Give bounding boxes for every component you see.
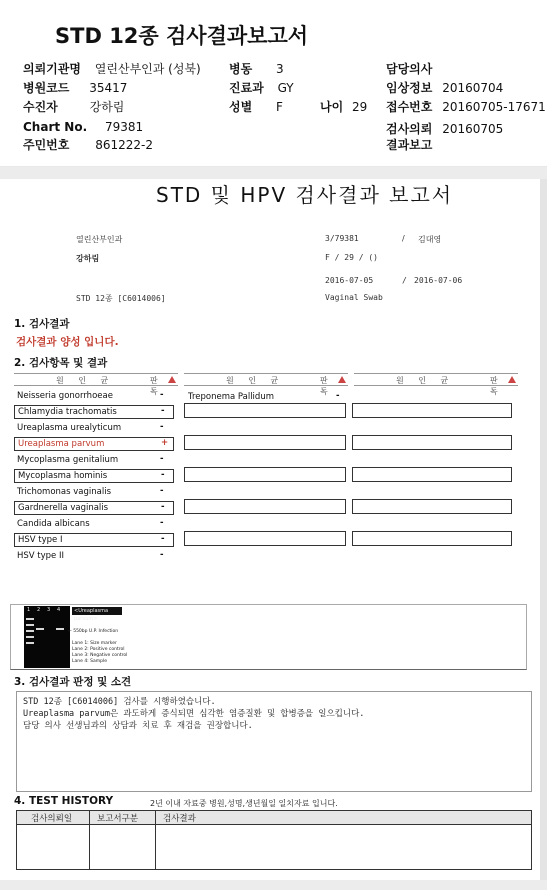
pathogen-row xyxy=(14,501,174,515)
page-shadow xyxy=(540,179,547,890)
empty-result-box xyxy=(184,499,346,514)
pathogen-result: - xyxy=(160,390,164,400)
ward-value: 3 xyxy=(276,62,284,76)
page-bottom-band xyxy=(0,880,547,890)
page-title: STD 12종 검사결과보고서 xyxy=(55,24,309,48)
empty-result-box xyxy=(352,499,512,514)
resident-id-label: 주민번호 xyxy=(23,138,70,152)
pathogen-result: + xyxy=(161,438,169,448)
col-pathogen-header: 원 인 균 xyxy=(56,376,115,385)
pathogen-name: Mycoplasma hominis xyxy=(18,471,108,481)
pathogen-row xyxy=(14,550,174,564)
patient-value: 강하림 xyxy=(89,100,125,114)
gel-band xyxy=(26,618,34,620)
col-result-header: 판 독 xyxy=(150,376,162,396)
pathogen-row xyxy=(14,422,174,436)
col-pathogen-header: 원 인 균 xyxy=(396,376,455,385)
result-report-field xyxy=(386,136,432,153)
pathogen-name: HSV type I xyxy=(18,535,63,545)
section-2-title: 2. 검사항목 및 결과 xyxy=(14,357,108,369)
gel-band xyxy=(36,628,44,630)
pathogen-result: - xyxy=(160,454,164,464)
sex-label: 성별 xyxy=(229,100,253,114)
opinion-box xyxy=(16,691,532,792)
doctor-label: 담당의사 xyxy=(386,62,433,76)
pathogen-row xyxy=(14,390,174,404)
pathogen-row-positive xyxy=(14,437,174,451)
ward-field xyxy=(229,60,284,77)
gel-band xyxy=(26,636,34,638)
empty-result-box xyxy=(352,403,512,418)
report-sex-age: F / 29 / () xyxy=(325,253,378,262)
sex-value: F xyxy=(276,100,283,114)
lane-number: 2 xyxy=(37,607,41,613)
pathogen-result: - xyxy=(336,391,340,401)
department-field xyxy=(229,79,294,96)
institution-value: 열린산부인과 (성북) xyxy=(94,62,201,76)
pathogen-result: - xyxy=(160,486,164,496)
report-hospital: 열린산부인과 xyxy=(76,235,123,244)
opinion-line: Ureaplasma parvum은 과도하게 증식되면 심각한 염증질환 및 합병증을 일으킵니다. xyxy=(23,709,365,719)
report-doctor-separator: / xyxy=(402,234,405,243)
empty-result-box xyxy=(352,531,512,546)
pathogen-result: - xyxy=(161,470,165,480)
history-col-result: 검사결과 xyxy=(163,814,196,824)
report-date-from: 2016-07-05 xyxy=(325,276,374,285)
resident-id-field xyxy=(23,136,153,153)
pathogen-name: Mycoplasma genitalium xyxy=(17,455,119,465)
gel-band-note: ← 550bp U.P. Infection xyxy=(68,629,119,634)
pathogen-row xyxy=(14,518,174,532)
empty-result-box xyxy=(184,467,346,482)
pathogen-result: - xyxy=(161,502,165,512)
col-pathogen-header: 원 인 균 xyxy=(226,376,285,385)
sort-arrow-icon xyxy=(168,376,176,383)
col-result-header: 판 독 xyxy=(320,376,332,396)
gel-band xyxy=(26,642,34,644)
doctor-field xyxy=(386,60,432,77)
ward-label: 병동 xyxy=(229,62,253,76)
pathogen-result: - xyxy=(160,422,164,432)
col-header-group-3 xyxy=(354,373,518,396)
department-value: GY xyxy=(277,81,294,95)
history-note: 2년 이내 자료중 병원,성명,생년월일 일치자료 입니다. xyxy=(150,799,338,808)
gel-electrophoresis-image xyxy=(24,606,70,668)
sort-arrow-icon xyxy=(508,376,516,383)
clinical-info-label: 임상정보 xyxy=(386,81,433,95)
pathogen-row xyxy=(14,405,174,419)
pathogen-name: Trichomonas vaginalis xyxy=(17,487,112,497)
empty-result-box xyxy=(352,467,512,482)
lane-number: 3 xyxy=(47,607,51,613)
request-date-label: 검사의뢰 xyxy=(386,122,433,136)
section-4-title: 4. TEST HISTORY xyxy=(14,795,114,807)
pathogen-name: Candida albicans xyxy=(17,519,90,529)
history-table-header xyxy=(17,811,531,825)
gray-separator xyxy=(0,167,547,179)
chart-number-label: Chart No. xyxy=(23,120,88,134)
sort-arrow-icon xyxy=(338,376,346,383)
pathogen-row xyxy=(14,486,174,500)
gel-band xyxy=(26,624,34,626)
gel-lane-legend: Lane 4: Sample xyxy=(72,659,107,664)
hospital-code-value: 35417 xyxy=(89,81,128,95)
empty-result-box xyxy=(184,403,346,418)
result-report-label: 결과보고 xyxy=(386,138,433,152)
positive-result-text: 검사결과 양성 입니다. xyxy=(16,336,119,348)
pathogen-name: Gardnerella vaginalis xyxy=(18,503,109,513)
empty-result-box xyxy=(352,435,512,450)
institution-field xyxy=(23,60,201,77)
scanned-report xyxy=(4,179,540,880)
receipt-number-field xyxy=(386,98,546,115)
section-3-title: 3. 검사결과 판정 및 소견 xyxy=(14,676,132,688)
report-chart-number: 3/79381 xyxy=(325,234,359,243)
pathogen-name: Ureaplasma urealyticum xyxy=(17,423,122,433)
receipt-number-label: 접수번호 xyxy=(386,100,433,114)
patient-label: 수진자 xyxy=(23,100,58,114)
report-specimen: Vaginal Swab xyxy=(325,293,383,302)
report-date-to: 2016-07-06 xyxy=(414,276,463,285)
hospital-code-label: 병원코드 xyxy=(23,81,70,95)
age-field xyxy=(320,98,367,115)
pathogen-name: Ureaplasma parvum xyxy=(18,439,105,449)
receipt-number-value: 20160705-17671 xyxy=(442,100,546,114)
opinion-line: 담당 의사 선생님과의 상담과 치료 후 재검을 권장합니다. xyxy=(23,721,253,731)
empty-result-box xyxy=(184,435,346,450)
empty-result-box xyxy=(184,531,346,546)
sex-field xyxy=(229,98,283,115)
chart-number-field xyxy=(23,120,143,134)
pathogen-name: Chlamydia trachomatis xyxy=(18,407,117,417)
chart-number-value: 79381 xyxy=(104,120,144,134)
institution-label: 의뢰기관명 xyxy=(23,62,81,76)
request-date-field xyxy=(386,120,503,137)
gel-title: <Ureaplasma parvum> xyxy=(72,607,122,615)
pathogen-row xyxy=(14,454,174,468)
opinion-line: STD 12종 [C6014006] 검사를 시행하였습니다. xyxy=(23,697,216,707)
pathogen-result: - xyxy=(160,518,164,528)
report-title: STD 및 HPV 검사결과 보고서 xyxy=(156,183,454,207)
report-test-code: STD 12종 [C6014006] xyxy=(76,294,166,303)
history-column-divider xyxy=(89,811,90,869)
pathogen-name: Neisseria gonorrhoeae xyxy=(17,391,113,401)
history-column-divider xyxy=(155,811,156,869)
col-header-group-2 xyxy=(184,373,348,396)
pathogen-row xyxy=(14,469,174,483)
request-date-value: 20160705 xyxy=(442,122,504,136)
report-summary-header xyxy=(0,0,547,168)
patient-field xyxy=(23,98,124,115)
hospital-code-field xyxy=(23,79,127,96)
report-doctor: 김대영 xyxy=(418,235,442,244)
col-result-header: 판 독 xyxy=(490,376,502,396)
resident-id-value: 861222-2 xyxy=(95,138,153,152)
pathogen-result: - xyxy=(161,534,165,544)
section-1-title: 1. 검사결과 xyxy=(14,318,70,330)
gel-lane-legend: Lane 2: Positive control xyxy=(72,647,125,652)
pathogen-result: - xyxy=(161,406,165,416)
gel-lane-legend: Lane 1: Size marker xyxy=(72,641,117,646)
report-patient: 강하림 xyxy=(76,254,100,263)
gel-band xyxy=(56,628,64,630)
clinical-info-field xyxy=(386,79,503,96)
pathogen-result: - xyxy=(160,550,164,560)
lane-number: 4 xyxy=(57,607,61,613)
history-col-request-date: 검사의뢰일 xyxy=(31,814,73,824)
gel-band xyxy=(26,630,34,632)
history-col-report-type: 보고서구분 xyxy=(97,814,139,824)
age-label: 나이 xyxy=(320,100,344,114)
report-date-separator: / xyxy=(402,276,407,285)
age-value: 29 xyxy=(352,100,368,114)
pathogen-row xyxy=(14,533,174,547)
gel-lane-legend: Lane 3: Negative control xyxy=(72,653,128,658)
pathogen-name: HSV type II xyxy=(17,551,65,561)
pathogen-name: Treponema Pallidum xyxy=(188,392,274,402)
department-label: 진료과 xyxy=(229,81,264,95)
history-table xyxy=(16,810,532,870)
clinical-info-value: 20160704 xyxy=(442,81,504,95)
lane-number: 1 xyxy=(27,607,31,613)
